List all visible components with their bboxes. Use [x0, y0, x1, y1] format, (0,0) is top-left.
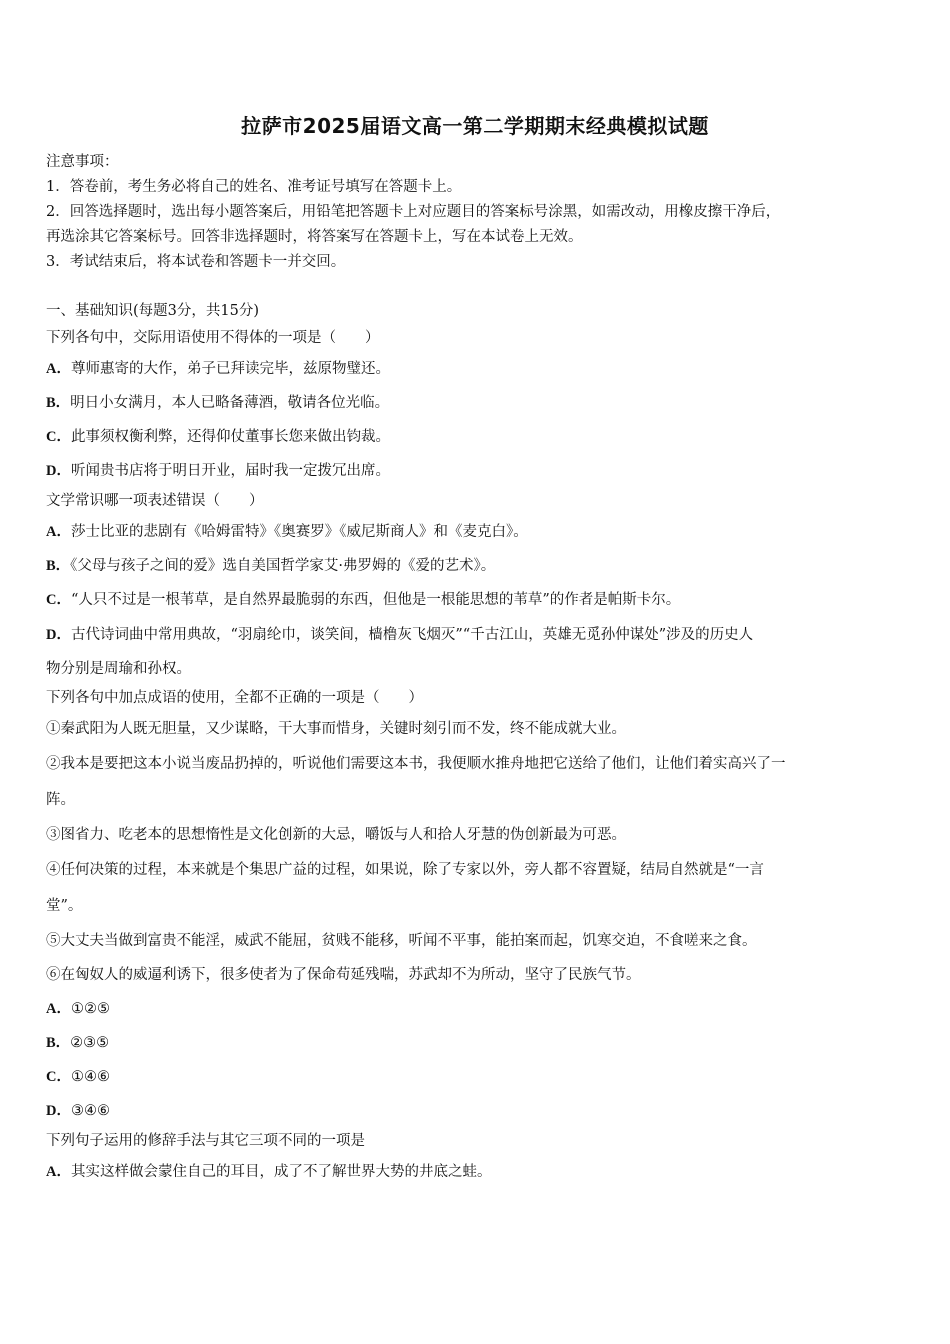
notice-heading: 注意事项： [46, 154, 119, 170]
notice-item: 1．答卷前，考生务必将自己的姓名、准考证号填写在答题卡上。 [46, 179, 462, 195]
option-letter: B． [46, 1035, 71, 1051]
option-text: ②③⑤ [70, 1035, 110, 1051]
question-3-sentence-4-continued: 堂”。 [46, 898, 83, 914]
notice-item: 3．考试结束后，将本试卷和答题卡一并交回。 [46, 254, 346, 270]
question-1-option-a [46, 352, 906, 386]
option-text: 《父母与孩子之间的爱》选自美国哲学家艾·弗罗姆的《爱的艺术》。 [70, 558, 496, 574]
question-1-option-c [46, 420, 906, 454]
question-2-option-c [46, 583, 906, 617]
option-letter: A． [46, 524, 71, 540]
question-3-sentence-3: ③图省力、吃老本的思想惰性是文化创新的大忌，嚼饭与人和拾人牙慧的伪创新最为可恶。 [46, 827, 626, 843]
option-letter: B． [46, 395, 71, 411]
option-letter: C． [46, 592, 71, 608]
question-2-option-d-continued: 物分别是周瑜和孙权。 [46, 661, 191, 677]
question-3-sentence-5: ⑤大丈夫当做到富贵不能淫，威武不能屈，贫贱不能移，听闻不平事，能拍案而起，饥寒交迫，不食嗟来之食。 [46, 933, 757, 949]
option-letter: A． [46, 1001, 71, 1017]
option-text: ①②⑤ [70, 1001, 110, 1017]
question-1-stem: 下列各句中，交际用语使用不得体的一项是（ ） [46, 330, 380, 346]
question-4-stem: 下列句子运用的修辞手法与其它三项不同的一项是 [46, 1133, 365, 1149]
option-text: 莎士比亚的悲剧有《哈姆雷特》《奥赛罗》《威尼斯商人》和《麦克白》。 [70, 524, 528, 540]
option-letter: C． [46, 429, 71, 445]
question-3-sentence-2-continued: 阵。 [46, 792, 75, 808]
section-heading: 一、基础知识(每题3分，共15分) [46, 303, 259, 319]
question-2-option-d [46, 617, 906, 651]
question-3-option-b [46, 1026, 906, 1060]
question-3-sentence-6: ⑥在匈奴人的威逼利诱下，很多使者为了保命苟延残喘，苏武却不为所动，坚守了民族气节。 [46, 967, 641, 983]
option-text: 此事须权衡利弊，还得仰仗董事长您来做出钧裁。 [70, 429, 390, 445]
question-1-option-b [46, 386, 906, 420]
option-text: 尊师惠寄的大作，弟子已拜读完毕，兹原物璧还。 [70, 361, 390, 377]
notice-item: 再选涂其它答案标号。回答非选择题时，将答案写在答题卡上，写在本试卷上无效。 [46, 229, 583, 245]
question-3-option-a [46, 992, 906, 1026]
question-4-option-a [46, 1155, 906, 1189]
option-letter: D． [46, 463, 71, 479]
option-text: 听闻贵书店将于明日开业，届时我一定拨冗出席。 [70, 463, 390, 479]
option-letter: A． [46, 361, 71, 377]
question-3-stem: 下列各句中加点成语的使用，全都不正确的一项是（ ） [46, 690, 423, 706]
question-1-option-d [46, 454, 906, 488]
option-letter: D． [46, 627, 71, 643]
option-text: 古代诗词曲中常用典故，“羽扇纶巾，谈笑间，樯橹灰飞烟灭”“千古江山，英雄无觅孙仲谋处”涉及的历史人 [70, 627, 754, 643]
page-title: 拉萨市2025届语文高一第二学期期末经典模拟试题 [241, 114, 709, 138]
option-text: “人只不过是一根苇草，是自然界最脆弱的东西，但他是一根能思想的苇草”的作者是帕斯卡尔。 [70, 592, 681, 608]
option-text: 明日小女满月，本人已略备薄酒，敬请各位光临。 [70, 395, 390, 411]
question-content [46, 298, 906, 1189]
question-3-option-c [46, 1060, 906, 1094]
option-text: ③④⑥ [70, 1103, 110, 1119]
option-text: 其实这样做会蒙住自己的耳目，成了不了解世界大势的井底之蛙。 [70, 1164, 492, 1180]
question-3-sentence-1: ①秦武阳为人既无胆量，又少谋略，干大事而惜身，关键时刻引而不发，终不能成就大业。 [46, 721, 626, 737]
question-3-sentence-2: ②我本是要把这本小说当废品扔掉的，听说他们需要这本书，我便顺水推舟地把它送给了他们，让他们着实高兴了一 [46, 756, 786, 772]
notice-item: 2．回答选择题时，选出每小题答案后，用铅笔把答题卡上对应题目的答案标号涂黑，如需改动，用橡皮擦干净后， [46, 204, 781, 220]
question-3-option-d [46, 1094, 906, 1128]
question-2-stem: 文学常识哪一项表述错误（ ） [46, 493, 264, 509]
option-letter: C． [46, 1069, 71, 1085]
question-2-option-a [46, 515, 906, 549]
question-3-sentence-4: ④任何决策的过程，本来就是个集思广益的过程，如果说，除了专家以外，旁人都不容置疑，结局自然就是“一言 [46, 862, 764, 878]
option-letter: D． [46, 1103, 71, 1119]
option-letter: B． [46, 558, 71, 574]
option-letter: A． [46, 1164, 71, 1180]
question-2-option-b [46, 549, 906, 583]
notice-block [46, 150, 906, 275]
option-text: ①④⑥ [70, 1069, 110, 1085]
